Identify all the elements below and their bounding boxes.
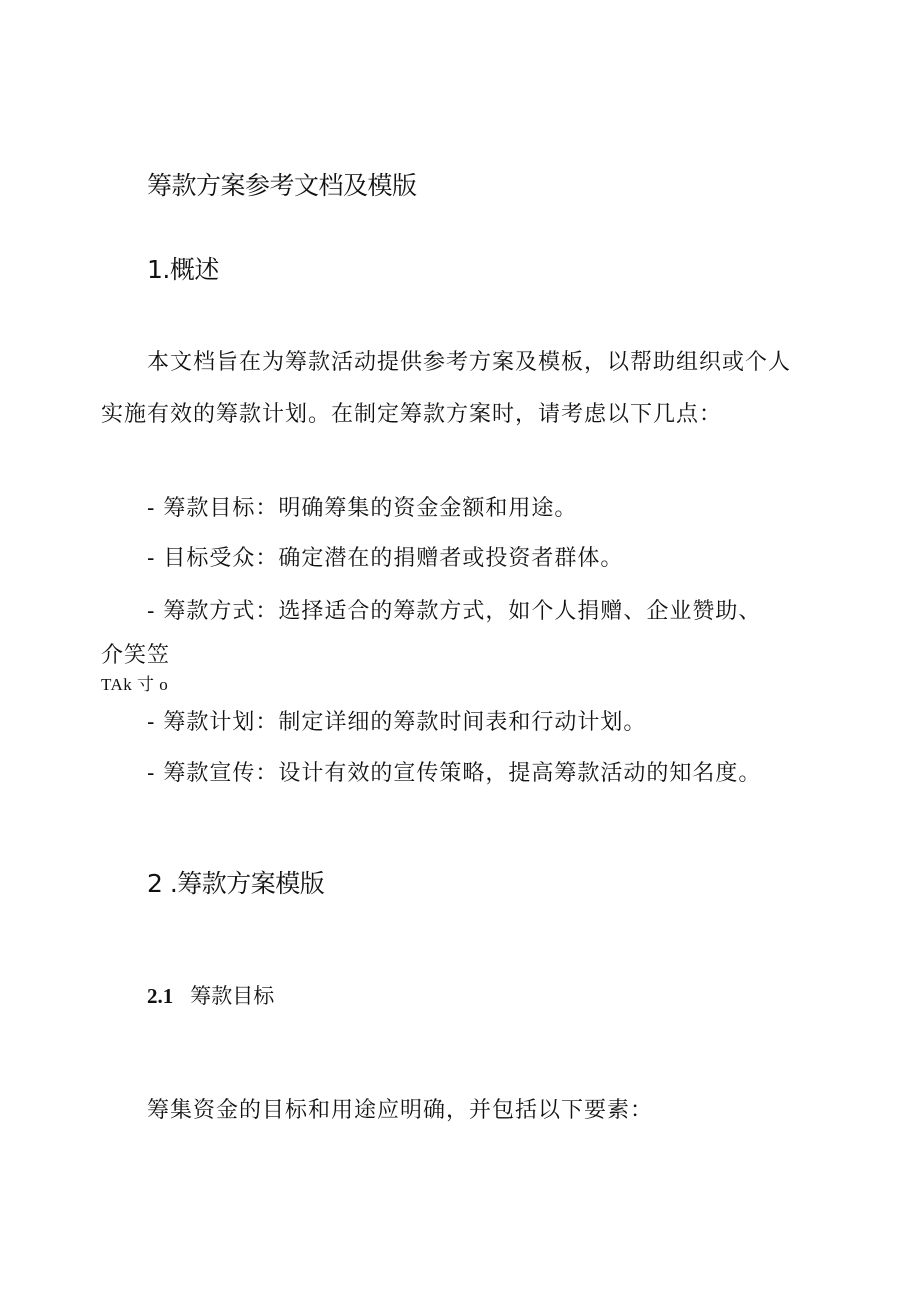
subsection-heading (147, 981, 274, 1012)
list-item: - 筹款目标：明确筹集的资金金额和用途。 (147, 496, 578, 521)
document-title: 筹款方案参考文档及模版 (147, 171, 417, 200)
intro-paragraph-line-2: 实施有效的筹款计划。在制定筹款方案时，请考虑以下几点： (101, 402, 723, 427)
intro-paragraph-line-1: 本文档旨在为筹款活动提供参考方案及模板，以帮助组织或个人 (147, 350, 792, 375)
section-1-heading: 1.概述 (147, 255, 219, 284)
list-item: - 目标受众：确定潜在的捐赠者或投资者群体。 (147, 546, 624, 571)
subsection-title: 筹款目标 (190, 984, 275, 1008)
subsection-number: 2.1 (147, 984, 174, 1008)
list-item: - 筹款宣传：设计有效的宣传策略，提高筹款活动的知名度。 (147, 761, 762, 786)
garbled-text-line-2: TAk 寸 o (101, 675, 169, 694)
list-item: - 筹款方式：选择适合的筹款方式，如个人捐赠、企业赞助、 (147, 599, 762, 624)
section-2-heading: 2 .筹款方案模版 (147, 869, 325, 898)
list-item: - 筹款计划：制定详细的筹款时间表和行动计划。 (147, 710, 647, 735)
section-2-paragraph: 筹集资金的目标和用途应明确，并包括以下要素： (147, 1098, 654, 1123)
garbled-text-line-1: 介笑笠 (101, 643, 171, 668)
